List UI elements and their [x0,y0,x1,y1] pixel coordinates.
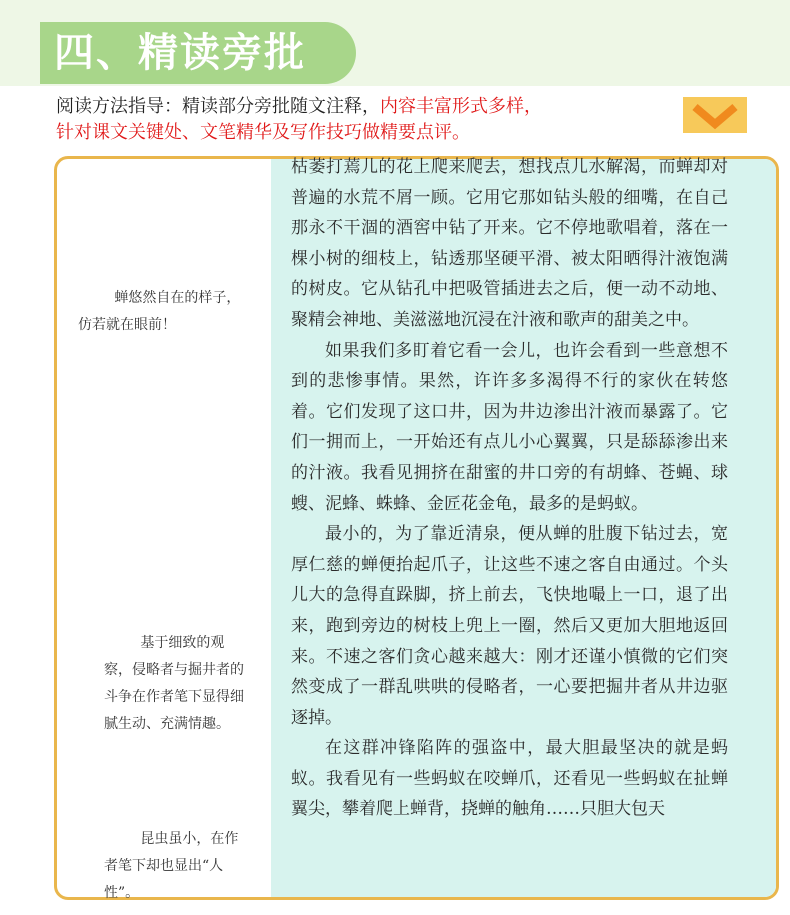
guide-highlight-2: 针对课文关键处、文笔精华及写作技巧做精要点评。 [56,122,470,143]
reading-guide [56,94,676,146]
chevron-down-icon [683,97,747,133]
main-text [291,152,728,825]
side-annotation-2: 基于细致的观察，侵略者与掘井者的斗争在作者笔下显得细腻生动、充满情趣。 [104,635,244,732]
guide-prefix: 阅读方法指导：精读部分旁批随文注释， [56,96,380,117]
paragraph-2: 如果我们多盯着它看一会儿，也许会看到一些意想不到的悲惨事情。果然，许许多多渴得不行的家伙在转悠着。它们发现了这口井，因为井边渗出汁液而暴露了。它们一拥而上，一开始还有点儿小心翼翼，只是舔舔渗出来的汁液。我看见拥挤在甜蜜的井口旁的有胡蜂、苍蝇、球螋、泥蜂、蛛蜂、金匠花金龟，最多的是蚂蚁。 [291,340,728,514]
guide-highlight-1: 内容丰富形式多样， [380,96,542,117]
paragraph-3: 最小的，为了靠近清泉，便从蝉的肚腹下钻过去，宽厚仁慈的蝉便抬起爪子，让这些不速之客自由通过。个头儿大的急得直跺脚，挤上前去，飞快地嘬上一口，退了出来，跑到旁边的树枝上兜上一圈，然后又更加大胆地返回来。不速之客们贪心越来越大：刚才还谨小慎微的它们突然变成了一群乱哄哄的侵略者，一心要把掘井者从井边驱逐掉。 [291,524,728,728]
side-annotation-3: 昆虫虽小，在作者笔下却也显出“人性”。 [104,831,239,901]
side-annotation-1: 蝉悠然自在的样子，仿若就在眼前！ [78,290,241,333]
paragraph-4: 在这群冲锋陷阵的强盗中，最大胆最坚决的就是蚂蚁。我看见有一些蚂蚁在咬蝉爪，还看见一些蚂蚁在扯蝉翼尖，攀着爬上蝉背，挠蝉的触角……只胆大包天 [291,738,728,820]
section-title: 四、精读旁批 [54,30,306,76]
paragraph-1: 枯萎打蔫儿的花上爬来爬去，想找点儿水解渴，而蝉却对普遍的水荒不屑一顾。它用它那如钻头般的细嘴，在自己那永不干涸的酒窖中钻了开来。它不停地歌唱着，落在一棵小树的细枝上，钻透那坚硬平滑、被太阳晒得汁液饱满的树皮。它从钻孔中把吸管插进去之后，便一动不动地、聚精会神地、美滋滋地沉浸在汁液和歌声的甜美之中。 [291,157,728,330]
